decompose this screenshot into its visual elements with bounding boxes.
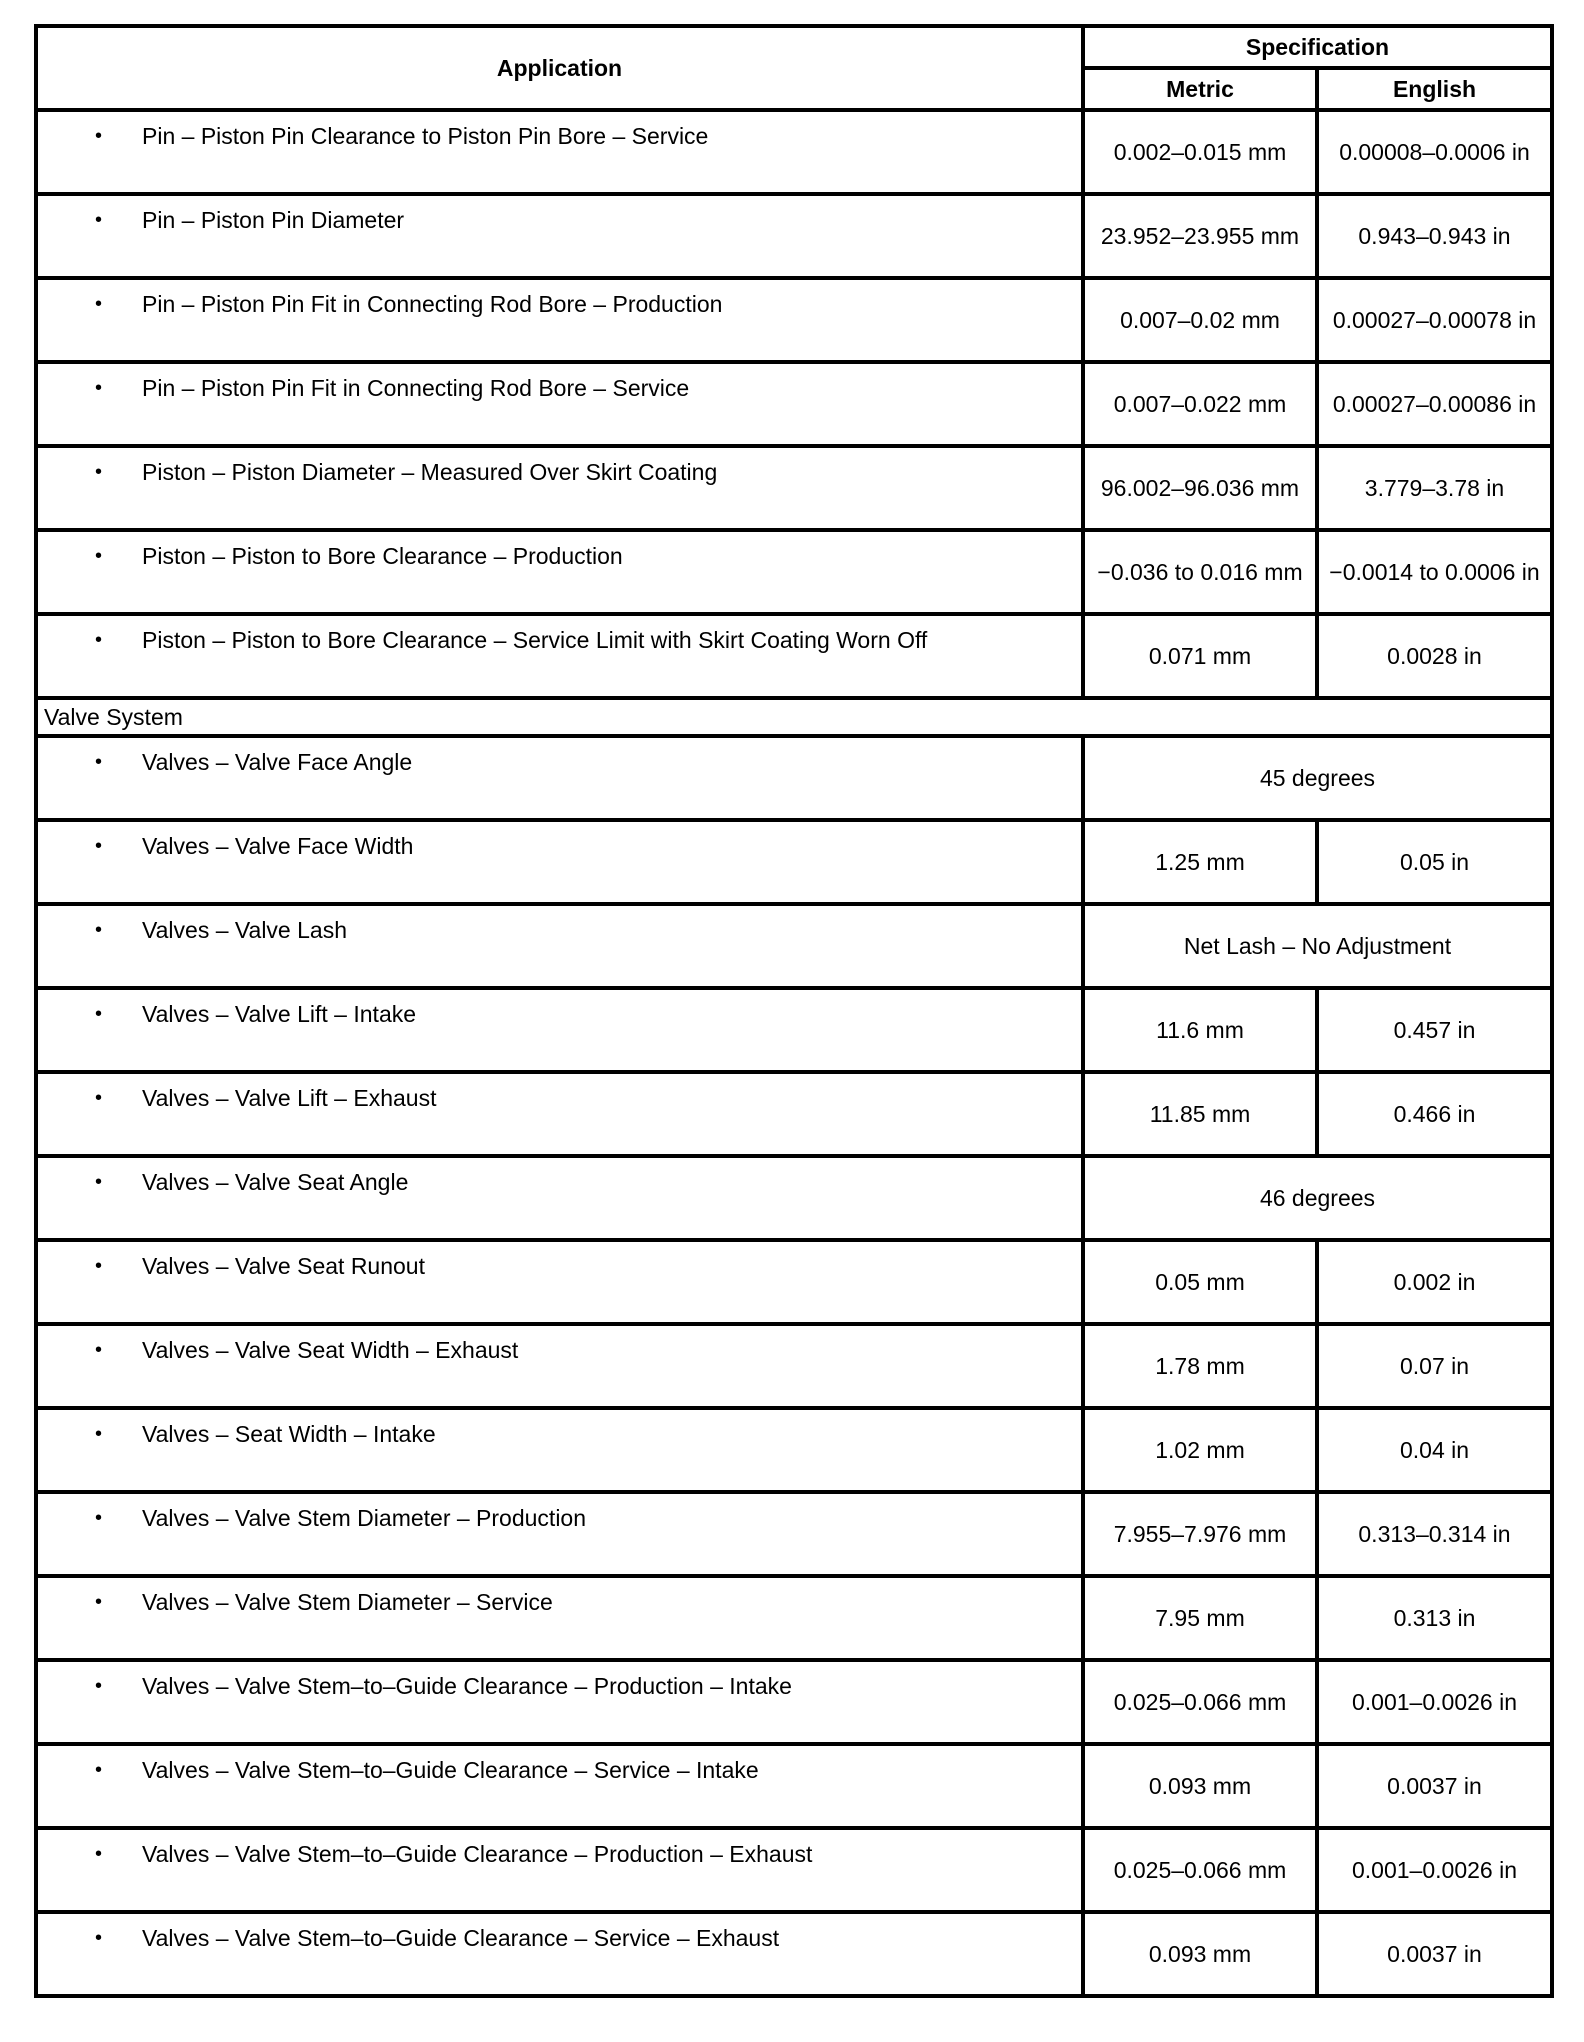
- table-row: [36, 1072, 1552, 1156]
- table-row: [36, 1744, 1552, 1828]
- application-text: Valves – Valve Stem–to–Guide Clearance – Service – Intake: [142, 1757, 759, 1783]
- english-cell: 0.943–0.943 in: [1317, 194, 1552, 278]
- english-cell: 0.07 in: [1317, 1324, 1552, 1408]
- application-cell: [36, 446, 1083, 530]
- application-cell: [36, 904, 1083, 988]
- application-text: Piston – Piston to Bore Clearance – Service Limit with Skirt Coating Worn Off: [142, 627, 928, 653]
- bullet-icon: •: [95, 751, 103, 773]
- application-cell: [36, 1240, 1083, 1324]
- english-cell: 0.0037 in: [1317, 1744, 1552, 1828]
- table-row: [36, 278, 1552, 362]
- english-header: English: [1317, 68, 1552, 110]
- table-row: [36, 1324, 1552, 1408]
- application-text: Pin – Piston Pin Clearance to Piston Pin Bore – Service: [142, 123, 709, 149]
- application-cell: [36, 1744, 1083, 1828]
- application-text: Valves – Valve Lift – Exhaust: [142, 1085, 437, 1111]
- spec-value-cell: 45 degrees: [1083, 736, 1552, 820]
- table-row: [36, 820, 1552, 904]
- table-row: [36, 736, 1552, 820]
- application-cell: [36, 1660, 1083, 1744]
- english-cell: 0.00008–0.0006 in: [1317, 110, 1552, 194]
- metric-cell: 0.093 mm: [1083, 1744, 1317, 1828]
- bullet-icon: •: [95, 377, 103, 399]
- metric-cell: 96.002–96.036 mm: [1083, 446, 1317, 530]
- bullet-icon: •: [95, 461, 103, 483]
- section-label: Valve System: [36, 698, 1552, 736]
- english-cell: 0.466 in: [1317, 1072, 1552, 1156]
- bullet-icon: •: [95, 545, 103, 567]
- bullet-icon: •: [95, 629, 103, 651]
- bullet-icon: •: [95, 209, 103, 231]
- metric-cell: 0.025–0.066 mm: [1083, 1828, 1317, 1912]
- metric-cell: 1.02 mm: [1083, 1408, 1317, 1492]
- metric-cell: 23.952–23.955 mm: [1083, 194, 1317, 278]
- bullet-icon: •: [95, 293, 103, 315]
- application-text: Valves – Valve Face Width: [142, 833, 414, 859]
- application-cell: [36, 362, 1083, 446]
- application-cell: [36, 530, 1083, 614]
- bullet-icon: •: [95, 1423, 103, 1445]
- english-cell: 0.001–0.0026 in: [1317, 1828, 1552, 1912]
- table-row: [36, 904, 1552, 988]
- bullet-icon: •: [95, 1675, 103, 1697]
- application-text: Valves – Valve Stem–to–Guide Clearance – Production – Intake: [142, 1673, 792, 1699]
- table-row: [36, 1240, 1552, 1324]
- metric-cell: 7.95 mm: [1083, 1576, 1317, 1660]
- application-cell: [36, 1408, 1083, 1492]
- bullet-icon: •: [95, 1507, 103, 1529]
- bullet-icon: •: [95, 919, 103, 941]
- application-text: Pin – Piston Pin Diameter: [142, 207, 405, 233]
- english-cell: 0.457 in: [1317, 988, 1552, 1072]
- application-cell: [36, 1072, 1083, 1156]
- metric-cell: −0.036 to 0.016 mm: [1083, 530, 1317, 614]
- application-cell: [36, 1324, 1083, 1408]
- metric-cell: 11.85 mm: [1083, 1072, 1317, 1156]
- bullet-icon: •: [95, 1339, 103, 1361]
- english-cell: 3.779–3.78 in: [1317, 446, 1552, 530]
- english-cell: 0.05 in: [1317, 820, 1552, 904]
- english-cell: 0.00027–0.00086 in: [1317, 362, 1552, 446]
- table-row: [36, 1660, 1552, 1744]
- bullet-icon: •: [95, 1927, 103, 1949]
- application-text: Valves – Seat Width – Intake: [142, 1421, 436, 1447]
- table-row: [36, 362, 1552, 446]
- table-row: [36, 194, 1552, 278]
- application-cell: [36, 1576, 1083, 1660]
- section-row: [36, 698, 1552, 736]
- table-body: [36, 110, 1552, 1996]
- application-header: Application: [36, 26, 1083, 110]
- specification-header: Specification: [1083, 26, 1552, 68]
- application-cell: [36, 194, 1083, 278]
- table-row: [36, 988, 1552, 1072]
- metric-cell: 0.007–0.022 mm: [1083, 362, 1317, 446]
- metric-cell: 0.025–0.066 mm: [1083, 1660, 1317, 1744]
- english-cell: 0.04 in: [1317, 1408, 1552, 1492]
- bullet-icon: •: [95, 1255, 103, 1277]
- application-cell: [36, 1156, 1083, 1240]
- application-text: Valves – Valve Stem Diameter – Service: [142, 1589, 553, 1615]
- metric-cell: 0.093 mm: [1083, 1912, 1317, 1996]
- english-cell: −0.0014 to 0.0006 in: [1317, 530, 1552, 614]
- metric-cell: 0.002–0.015 mm: [1083, 110, 1317, 194]
- table-row: [36, 1492, 1552, 1576]
- english-cell: 0.00027–0.00078 in: [1317, 278, 1552, 362]
- application-text: Pin – Piston Pin Fit in Connecting Rod Bore – Production: [142, 291, 723, 317]
- bullet-icon: •: [95, 1843, 103, 1865]
- application-text: Valves – Valve Lash: [142, 917, 347, 943]
- bullet-icon: •: [95, 835, 103, 857]
- table-row: [36, 530, 1552, 614]
- english-cell: 0.001–0.0026 in: [1317, 1660, 1552, 1744]
- metric-cell: 11.6 mm: [1083, 988, 1317, 1072]
- application-cell: [36, 1828, 1083, 1912]
- table-row: [36, 110, 1552, 194]
- english-cell: 0.0028 in: [1317, 614, 1552, 698]
- english-cell: 0.0037 in: [1317, 1912, 1552, 1996]
- table-row: [36, 1408, 1552, 1492]
- table-row: [36, 1912, 1552, 1996]
- application-text: Valves – Valve Stem–to–Guide Clearance – Production – Exhaust: [142, 1841, 813, 1867]
- application-text: Valves – Valve Stem Diameter – Production: [142, 1505, 587, 1531]
- application-cell: [36, 1492, 1083, 1576]
- metric-header: Metric: [1083, 68, 1317, 110]
- application-cell: [36, 820, 1083, 904]
- bullet-icon: •: [95, 1591, 103, 1613]
- application-cell: [36, 614, 1083, 698]
- bullet-icon: •: [95, 125, 103, 147]
- english-cell: 0.313–0.314 in: [1317, 1492, 1552, 1576]
- application-text: Valves – Valve Face Angle: [142, 749, 413, 775]
- application-cell: [36, 1912, 1083, 1996]
- application-cell: [36, 988, 1083, 1072]
- application-cell: [36, 736, 1083, 820]
- table-row: [36, 1828, 1552, 1912]
- bullet-icon: •: [95, 1171, 103, 1193]
- application-text: Valves – Valve Seat Angle: [142, 1169, 409, 1195]
- application-cell: [36, 110, 1083, 194]
- metric-cell: 0.007–0.02 mm: [1083, 278, 1317, 362]
- application-text: Valves – Valve Seat Runout: [142, 1253, 425, 1279]
- spec-value-cell: Net Lash – No Adjustment: [1083, 904, 1552, 988]
- metric-cell: 0.071 mm: [1083, 614, 1317, 698]
- table-row: [36, 446, 1552, 530]
- application-cell: [36, 278, 1083, 362]
- english-cell: 0.002 in: [1317, 1240, 1552, 1324]
- metric-cell: 1.78 mm: [1083, 1324, 1317, 1408]
- application-text: Valves – Valve Seat Width – Exhaust: [142, 1337, 519, 1363]
- application-text: Piston – Piston Diameter – Measured Over Skirt Coating: [142, 459, 718, 485]
- bullet-icon: •: [95, 1003, 103, 1025]
- metric-cell: 7.955–7.976 mm: [1083, 1492, 1317, 1576]
- english-cell: 0.313 in: [1317, 1576, 1552, 1660]
- bullet-icon: •: [95, 1759, 103, 1781]
- bullet-icon: •: [95, 1087, 103, 1109]
- application-text: Pin – Piston Pin Fit in Connecting Rod Bore – Service: [142, 375, 690, 401]
- application-text: Piston – Piston to Bore Clearance – Production: [142, 543, 623, 569]
- table-row: [36, 614, 1552, 698]
- table-row: [36, 1576, 1552, 1660]
- application-text: Valves – Valve Lift – Intake: [142, 1001, 417, 1027]
- metric-cell: 1.25 mm: [1083, 820, 1317, 904]
- spec-value-cell: 46 degrees: [1083, 1156, 1552, 1240]
- table-row: [36, 1156, 1552, 1240]
- application-text: Valves – Valve Stem–to–Guide Clearance – Service – Exhaust: [142, 1925, 780, 1951]
- specification-table: [34, 24, 1554, 1998]
- metric-cell: 0.05 mm: [1083, 1240, 1317, 1324]
